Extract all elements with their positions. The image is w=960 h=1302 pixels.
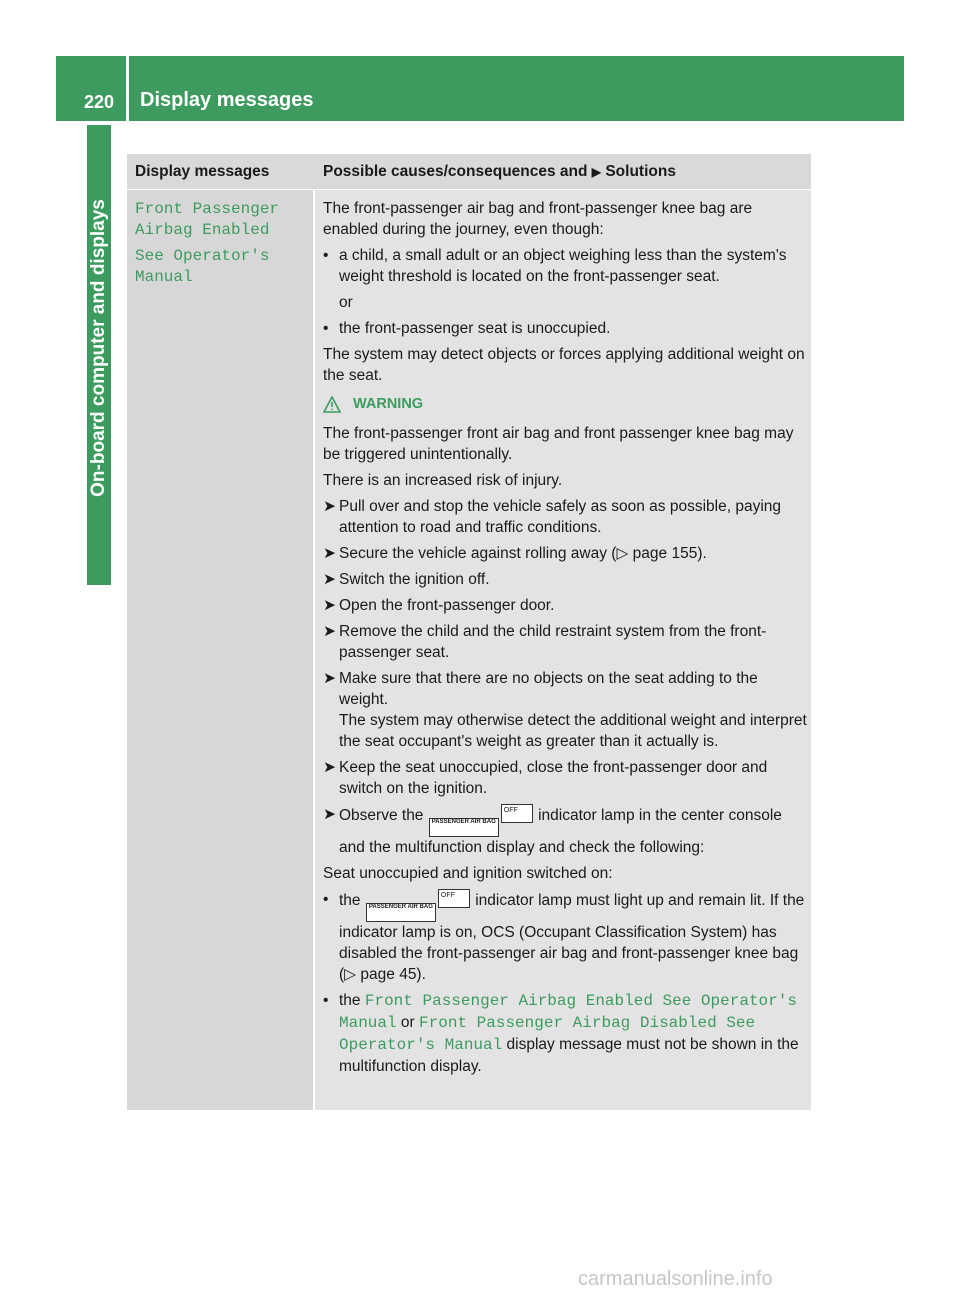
message-line-1: Front Passenger: [135, 200, 280, 218]
passenger-airbag-indicator-icon: PASSENGER AIR BAG: [366, 903, 436, 922]
risk-text: There is an increased risk of injury.: [323, 472, 563, 489]
message-line-4: Manual: [135, 268, 193, 286]
list-item: • a child, a small adult or an object weighing less than the system's weight threshold is located on the front-passenger seat.: [323, 247, 787, 285]
step-arrow-icon: ➤: [323, 597, 336, 614]
side-tab-label: On-board computer and displays: [88, 199, 109, 497]
list-item: ➤ Open the front-passenger door.: [323, 597, 555, 614]
message-line-3: See Operator's: [135, 247, 270, 265]
solutions-column: [315, 190, 811, 1110]
step-arrow-icon: ➤: [323, 670, 336, 687]
airbag-off-indicator-icon: OFF: [501, 804, 533, 823]
message-reference: Front Passenger Airbag Enabled See Operator's Manual: [339, 992, 797, 1032]
page-title: Display messages: [140, 89, 314, 111]
step-arrow-icon: ➤: [323, 498, 336, 515]
list-item: ➤ Secure the vehicle against rolling away (▷ page 155).: [323, 545, 707, 562]
airbag-off-indicator-icon: OFF: [438, 889, 470, 908]
step-arrow-icon: ➤: [323, 759, 336, 776]
warning-triangle-icon: [323, 396, 341, 413]
list-item: ➤ Make sure that there are no objects on the seat adding to the weight. The system may otherwise detect the additional weight and interpret the seat occupant's weight as greater than it actually is.: [323, 670, 807, 750]
list-item: ➤ Keep the seat unoccupied, close the front-passenger door and switch on the ignition.: [323, 759, 768, 797]
table-header: [127, 154, 811, 189]
list-item: • the front-passenger seat is unoccupied.: [323, 320, 611, 337]
col2-header-solutions: Solutions: [605, 163, 676, 180]
list-item: ➤ Switch the ignition off.: [323, 571, 490, 588]
passenger-airbag-indicator-icon: PASSENGER AIR BAG: [429, 818, 499, 837]
intro-text: The front-passenger air bag and front-passenger knee bag are enabled during the journey, even though:: [323, 200, 753, 238]
step-arrow-icon: ➤: [323, 571, 336, 588]
list-item: • the PASSENGER AIR BAG OFF indicator lamp must light up and remain lit. If the indicator lamp is on, OCS (Occupant Classification System) has disabled the front-passenger air bag and front-passenger knee bag (▷ page 45).: [323, 891, 805, 983]
list-item: • the Front Passenger Airbag Enabled See Operator's Manual or Front Passenger Airbag Disabled See Operator's Manual display message must not be shown in the multifunction display.: [323, 992, 799, 1075]
page-ref-icon: ▷: [616, 545, 633, 562]
play-arrow-icon: ▶: [591, 165, 602, 179]
list-item: ➤ Observe the PASSENGER AIR BAG OFF indicator lamp in the center console and the multifunction display and check the following:: [323, 806, 782, 856]
list-item: ➤ Pull over and stop the vehicle safely as soon as possible, paying attention to road and traffic conditions.: [323, 498, 782, 536]
step-arrow-icon: ➤: [323, 806, 336, 823]
header-separator: [126, 56, 129, 121]
page-ref-icon: ▷: [344, 966, 361, 983]
page-number: 220: [84, 92, 115, 112]
watermark: carmanualsonline.info: [578, 1268, 773, 1290]
col1-header: Display messages: [135, 163, 270, 180]
message-column: [127, 190, 313, 1110]
message-line-2: Airbag Enabled: [135, 221, 270, 239]
warning-text: The front-passenger front air bag and front passenger knee bag may be triggered unintentionally.: [323, 425, 794, 463]
col2-header-text: Possible causes/consequences and: [323, 163, 588, 180]
detect-text: The system may detect objects or forces applying additional weight on the seat.: [323, 346, 805, 384]
step-arrow-icon: ➤: [323, 545, 336, 562]
warning-label: WARNING: [353, 396, 424, 412]
message-reference: Front Passenger Airbag Disabled See Operator's Manual: [339, 1014, 756, 1054]
seat-unoccupied-text: Seat unoccupied and ignition switched on:: [323, 865, 613, 882]
col2-header: [323, 163, 676, 181]
or-text: or: [339, 294, 353, 311]
warning-heading: [323, 394, 807, 415]
step-arrow-icon: ➤: [323, 623, 336, 640]
list-item: ➤ Remove the child and the child restraint system from the front-passenger seat.: [323, 623, 767, 661]
display-messages-table: [127, 154, 811, 1110]
